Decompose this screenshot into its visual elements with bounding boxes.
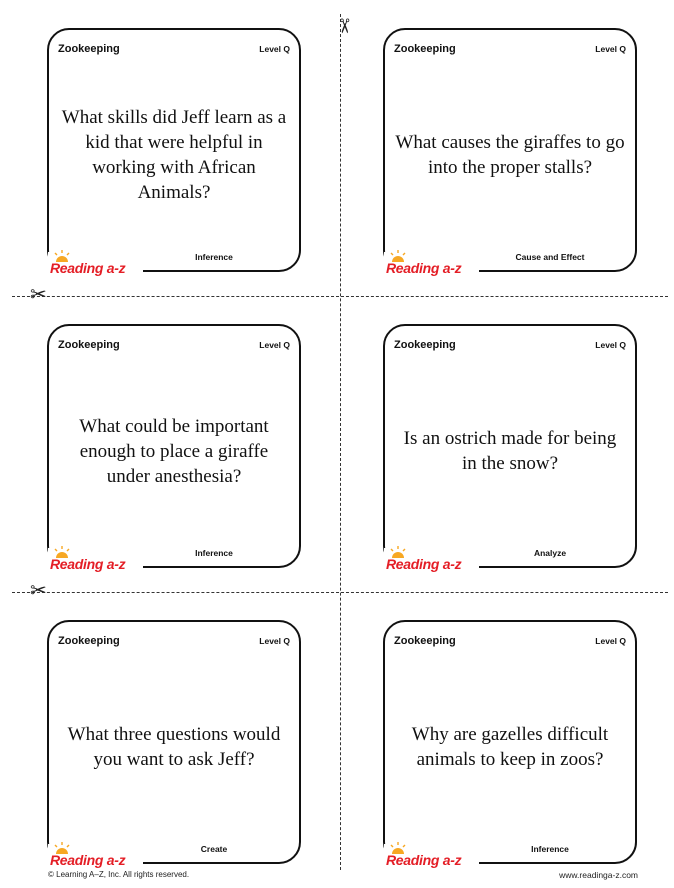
card-question: What could be important enough to place a giraffe under anesthesia? (79, 415, 269, 487)
card-skill: Inference (195, 252, 233, 262)
card-question: Is an ostrich made for being in the snow? (403, 428, 617, 474)
card-question: Why are gazelles difficult animals to keep in zoos? (411, 724, 609, 770)
reading-az-logo (384, 844, 479, 870)
card-question: What causes the giraffes to go into the proper stalls? (395, 132, 625, 178)
card-skill: Analyze (533, 548, 567, 558)
logo-text: Reading a-z (50, 260, 126, 276)
scissors-icon: ✂ (332, 17, 357, 35)
scissors-icon: ✂ (30, 282, 47, 306)
card-skill: Cause and Effect (515, 252, 585, 262)
card-title: Zookeeping (58, 635, 120, 647)
reading-az-logo (384, 252, 479, 278)
card-skill: Create (200, 844, 228, 854)
card-title: Zookeeping (58, 339, 120, 351)
question-card (47, 620, 301, 864)
card-question: What three questions would you want to ask Jeff? (67, 724, 281, 770)
card-skill: Inference (195, 548, 233, 558)
horizontal-cut-line (12, 296, 668, 297)
logo-text: Reading a-z (386, 556, 462, 572)
question-card (47, 28, 301, 272)
card-level: Level Q (595, 340, 626, 350)
card-question: What skills did Jeff learn as a kid that were helpful in working with African Animals? (61, 107, 287, 203)
reading-az-logo (384, 548, 479, 574)
card-level: Level Q (259, 636, 290, 646)
horizontal-cut-line (12, 592, 668, 593)
logo-text: Reading a-z (386, 260, 462, 276)
website-link[interactable]: www.readinga-z.com (559, 870, 638, 880)
scissors-icon: ✂ (30, 578, 47, 602)
reading-az-logo (48, 548, 143, 574)
card-level: Level Q (259, 44, 290, 54)
vertical-cut-line (340, 14, 341, 870)
card-level: Level Q (595, 44, 626, 54)
reading-az-logo (48, 252, 143, 278)
reading-az-logo (48, 844, 143, 870)
card-title: Zookeeping (58, 43, 120, 55)
copyright-text: © Learning A–Z, Inc. All rights reserved. (48, 870, 190, 879)
logo-text: Reading a-z (50, 556, 126, 572)
card-level: Level Q (259, 340, 290, 350)
question-card (47, 324, 301, 568)
question-card (383, 28, 637, 272)
card-title: Zookeeping (394, 43, 456, 55)
card-title: Zookeeping (394, 339, 456, 351)
card-title: Zookeeping (394, 635, 456, 647)
logo-text: Reading a-z (386, 852, 462, 868)
card-level: Level Q (595, 636, 626, 646)
question-card (383, 324, 637, 568)
card-skill: Inference (531, 844, 569, 854)
question-card (383, 620, 637, 864)
logo-text: Reading a-z (50, 852, 126, 868)
